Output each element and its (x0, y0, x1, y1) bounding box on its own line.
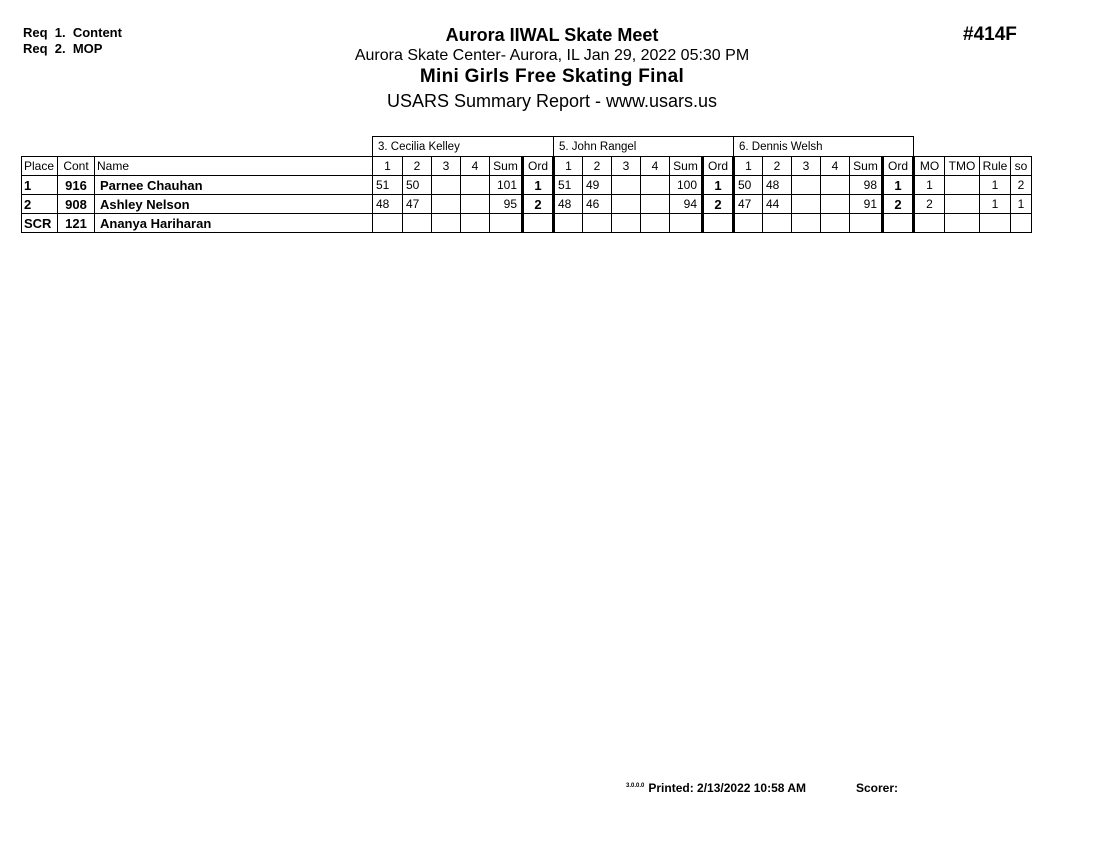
judge-name: 5. John Rangel (554, 137, 734, 157)
score-cell: 46 (583, 195, 612, 214)
score-cell (373, 214, 403, 233)
judge-col-header: 2 (583, 157, 612, 176)
sum-cell (670, 214, 703, 233)
score-cell: 44 (763, 195, 792, 214)
sum-cell (850, 214, 883, 233)
judge-col-header: 3 (432, 157, 461, 176)
score-cell (763, 214, 792, 233)
score-cell (641, 176, 670, 195)
score-cell: 48 (373, 195, 403, 214)
score-cell (432, 176, 461, 195)
ordinal-cell: 1 (523, 176, 554, 195)
judge-col-header: 4 (461, 157, 490, 176)
score-cell (461, 176, 490, 195)
place-cell: 2 (22, 195, 58, 214)
judge-col-header: 1 (554, 157, 583, 176)
score-cell (612, 176, 641, 195)
event-title: Mini Girls Free Skating Final (419, 66, 685, 87)
results-table (21, 136, 1032, 233)
score-cell: 51 (554, 176, 583, 195)
scorer-label: Scorer: (856, 781, 899, 795)
requirements-list (23, 25, 122, 57)
ordinal-cell: 2 (883, 195, 914, 214)
cont-cell: 121 (58, 214, 95, 233)
score-cell (461, 195, 490, 214)
score-cell: 50 (403, 176, 432, 195)
score-cell (792, 176, 821, 195)
tmo-cell (945, 214, 980, 233)
tmo-header: TMO (945, 157, 980, 176)
judge-col-header: Ord (883, 157, 914, 176)
judge-col-header: 2 (763, 157, 792, 176)
place-cell: 1 (22, 176, 58, 195)
judge-col-header: 1 (734, 157, 763, 176)
software-version: 3.0.0.0 (626, 783, 645, 789)
requirement-item: Req 2. MOP (23, 41, 103, 56)
score-cell: 48 (554, 195, 583, 214)
judge-col-header: Ord (703, 157, 734, 176)
judge-col-header: 4 (641, 157, 670, 176)
sum-cell: 98 (850, 176, 883, 195)
score-cell (641, 195, 670, 214)
judge-col-header: 2 (403, 157, 432, 176)
cont-cell: 908 (58, 195, 95, 214)
judge-col-header: 3 (792, 157, 821, 176)
score-cell (612, 195, 641, 214)
tmo-cell (945, 176, 980, 195)
so-cell (1011, 214, 1032, 233)
place-cell: SCR (22, 214, 58, 233)
table-row (22, 214, 1032, 233)
mo-header: MO (914, 157, 945, 176)
sum-cell (490, 214, 523, 233)
so-cell: 1 (1011, 195, 1032, 214)
sum-cell: 100 (670, 176, 703, 195)
ordinal-cell: 1 (883, 176, 914, 195)
skater-name-cell: Parnee Chauhan (95, 176, 373, 195)
rule-cell: 1 (980, 176, 1011, 195)
score-cell: 50 (734, 176, 763, 195)
mo-cell: 1 (914, 176, 945, 195)
printed-footer (626, 781, 806, 795)
score-cell (432, 214, 461, 233)
column-header-row (22, 157, 1032, 176)
judge-header-row (22, 137, 1032, 157)
score-cell (821, 176, 850, 195)
skater-name-cell: Ashley Nelson (95, 195, 373, 214)
meet-title: Aurora IIWAL Skate Meet (445, 25, 659, 45)
meet-location-date: Aurora Skate Center- Aurora, IL Jan 29, 2022 05:30 PM (354, 47, 750, 64)
judge-col-header: 1 (373, 157, 403, 176)
judge-col-header: Sum (850, 157, 883, 176)
score-cell (432, 195, 461, 214)
ordinal-cell (703, 214, 734, 233)
ordinal-cell (883, 214, 914, 233)
score-cell (403, 214, 432, 233)
tmo-cell (945, 195, 980, 214)
rule-header: Rule (980, 157, 1011, 176)
skater-name-cell: Ananya Hariharan (95, 214, 373, 233)
so-cell: 2 (1011, 176, 1032, 195)
rule-cell (980, 214, 1011, 233)
table-row (22, 176, 1032, 195)
rule-cell: 1 (980, 195, 1011, 214)
printed-timestamp: Printed: 2/13/2022 10:58 AM (648, 781, 806, 795)
sum-cell: 95 (490, 195, 523, 214)
score-cell (821, 214, 850, 233)
report-name: USARS Summary Report - www.usars.us (386, 91, 718, 111)
table-row (22, 195, 1032, 214)
judge-col-header: 3 (612, 157, 641, 176)
requirement-item: Req 1. Content (23, 25, 122, 40)
event-number: #414F (963, 24, 1017, 45)
score-cell: 51 (373, 176, 403, 195)
sum-cell: 101 (490, 176, 523, 195)
sum-cell: 91 (850, 195, 883, 214)
cont-cell: 916 (58, 176, 95, 195)
name-header: Name (95, 157, 373, 176)
ordinal-cell: 1 (703, 176, 734, 195)
ordinal-cell: 2 (703, 195, 734, 214)
place-header: Place (22, 157, 58, 176)
score-cell (461, 214, 490, 233)
mo-cell: 2 (914, 195, 945, 214)
mo-cell (914, 214, 945, 233)
score-cell: 47 (403, 195, 432, 214)
score-cell (734, 214, 763, 233)
judge-col-header: 4 (821, 157, 850, 176)
ordinal-cell: 2 (523, 195, 554, 214)
judge-name: 3. Cecilia Kelley (373, 137, 554, 157)
sum-cell: 94 (670, 195, 703, 214)
judge-name: 6. Dennis Welsh (734, 137, 914, 157)
score-cell (641, 214, 670, 233)
report-header (272, 24, 832, 113)
score-cell (583, 214, 612, 233)
cont-header: Cont (58, 157, 95, 176)
score-cell: 47 (734, 195, 763, 214)
score-cell: 48 (763, 176, 792, 195)
score-cell (821, 195, 850, 214)
so-header: so (1011, 157, 1032, 176)
ordinal-cell (523, 214, 554, 233)
judge-col-header: Ord (523, 157, 554, 176)
score-cell (792, 214, 821, 233)
score-cell (792, 195, 821, 214)
score-cell: 49 (583, 176, 612, 195)
judge-col-header: Sum (490, 157, 523, 176)
score-cell (612, 214, 641, 233)
score-cell (554, 214, 583, 233)
judge-col-header: Sum (670, 157, 703, 176)
